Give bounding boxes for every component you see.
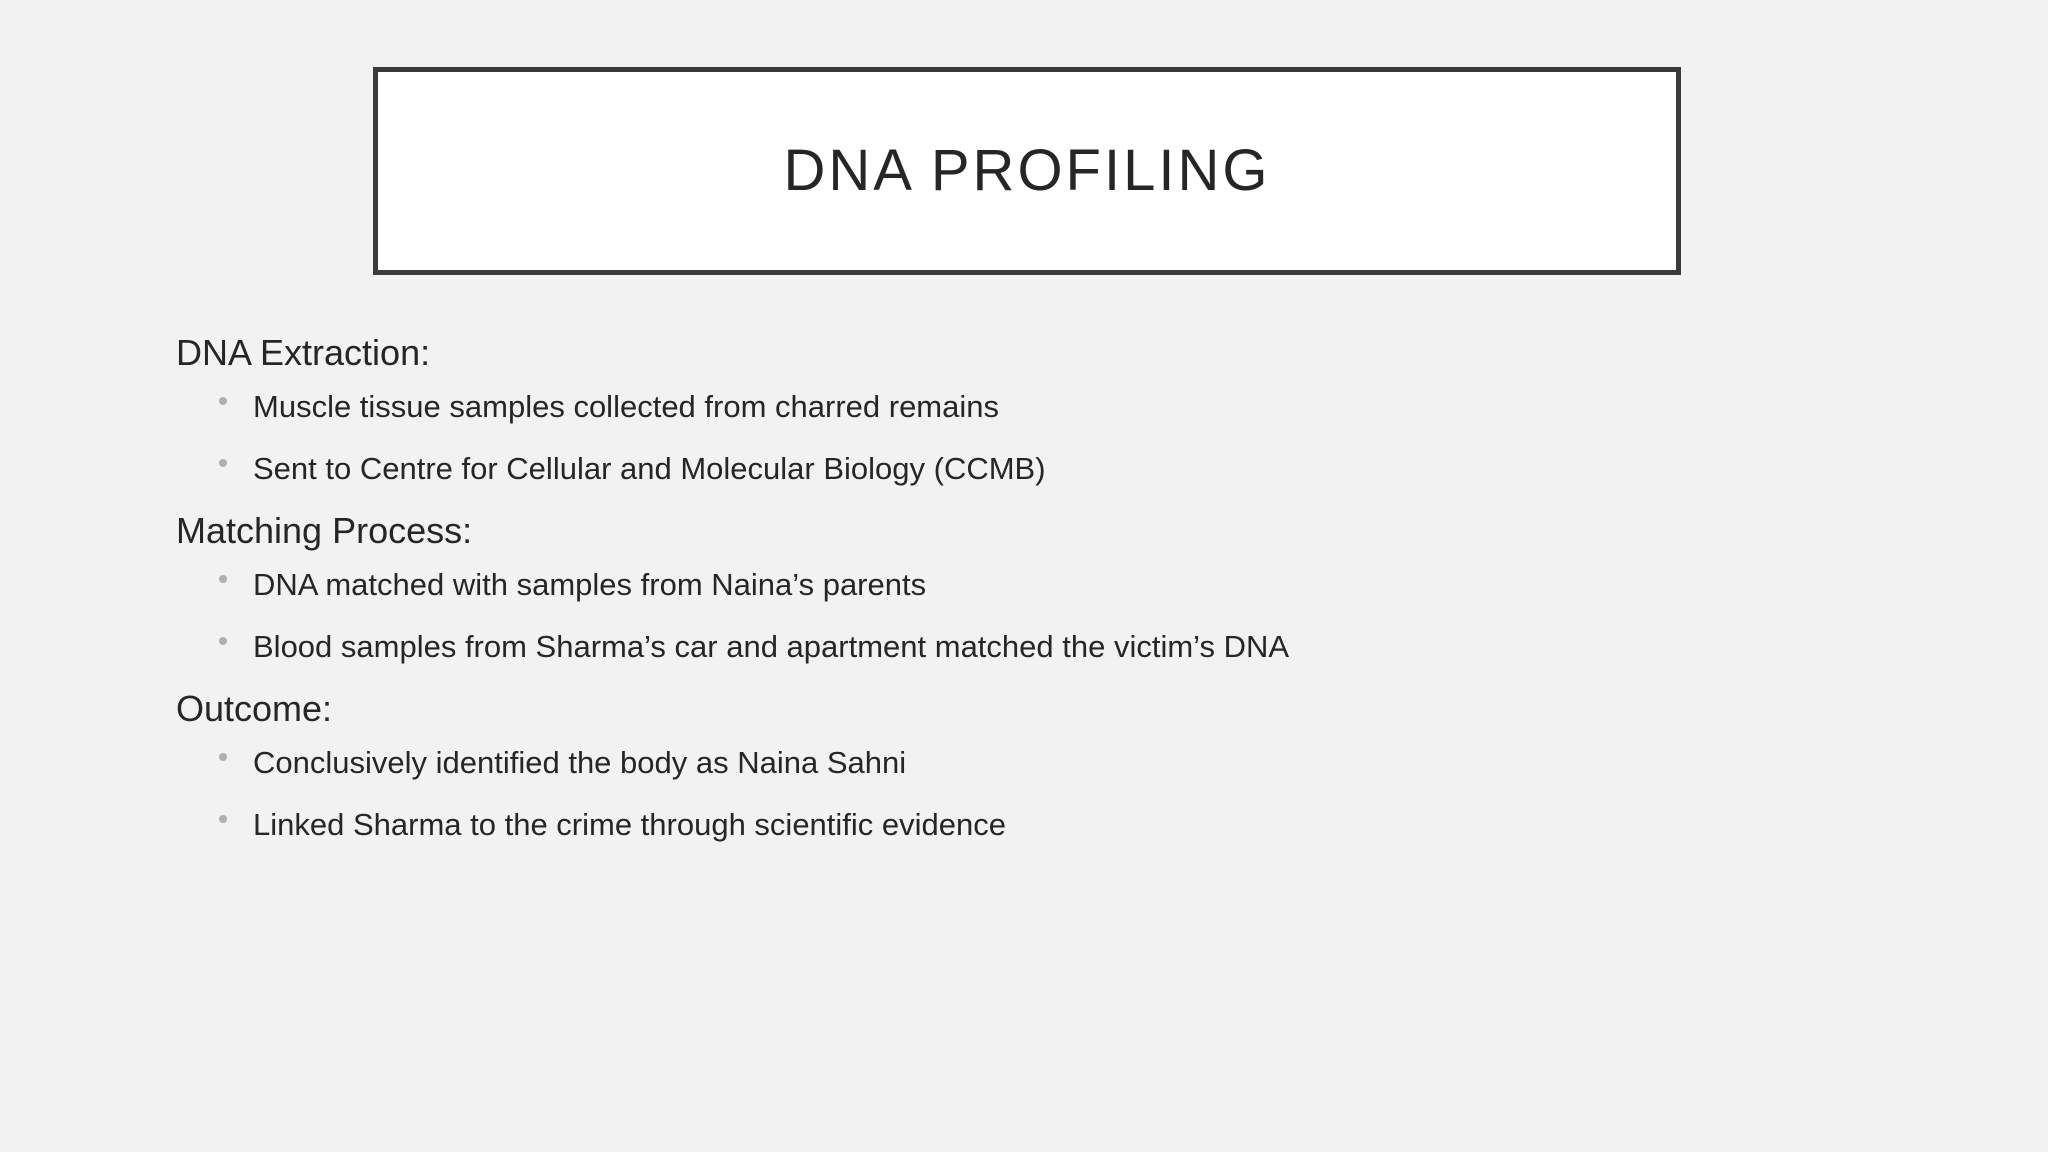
bullet-item <box>176 732 1876 794</box>
title-box <box>373 67 1681 275</box>
bullet-item <box>176 616 1876 678</box>
section-heading: Matching Process: <box>176 510 473 551</box>
bullet-text: Sent to Centre for Cellular and Molecular Biology (CCMB) <box>253 451 1046 486</box>
bullet-list <box>176 554 1876 678</box>
bullet-dot-icon <box>213 376 233 438</box>
bullet-dot-icon <box>213 732 233 794</box>
bullet-item <box>176 554 1876 616</box>
bullet-item <box>176 376 1876 438</box>
bullet-text: Blood samples from Sharma’s car and apartment matched the victim’s DNA <box>253 629 1290 664</box>
bullet-item <box>176 794 1876 856</box>
bullet-dot-icon <box>213 438 233 500</box>
section-heading: DNA Extraction: <box>176 332 431 373</box>
bullet-text: Muscle tissue samples collected from charred remains <box>253 389 999 424</box>
bullet-text: DNA matched with samples from Naina’s parents <box>253 567 927 602</box>
bullet-list <box>176 376 1876 500</box>
section-matching-process <box>176 508 1876 678</box>
bullet-text: Conclusively identified the body as Naina Sahni <box>253 745 907 780</box>
bullet-text: Linked Sharma to the crime through scientific evidence <box>253 807 1007 842</box>
bullet-list <box>176 732 1876 856</box>
section-heading: Outcome: <box>176 688 333 729</box>
bullet-dot-icon <box>213 554 233 616</box>
bullet-dot-icon <box>213 794 233 856</box>
section-dna-extraction <box>176 330 1876 500</box>
bullet-item <box>176 438 1876 500</box>
slide-content <box>176 330 1876 864</box>
slide-title: DNA PROFILING <box>783 138 1271 203</box>
section-outcome <box>176 686 1876 856</box>
bullet-dot-icon <box>213 616 233 678</box>
